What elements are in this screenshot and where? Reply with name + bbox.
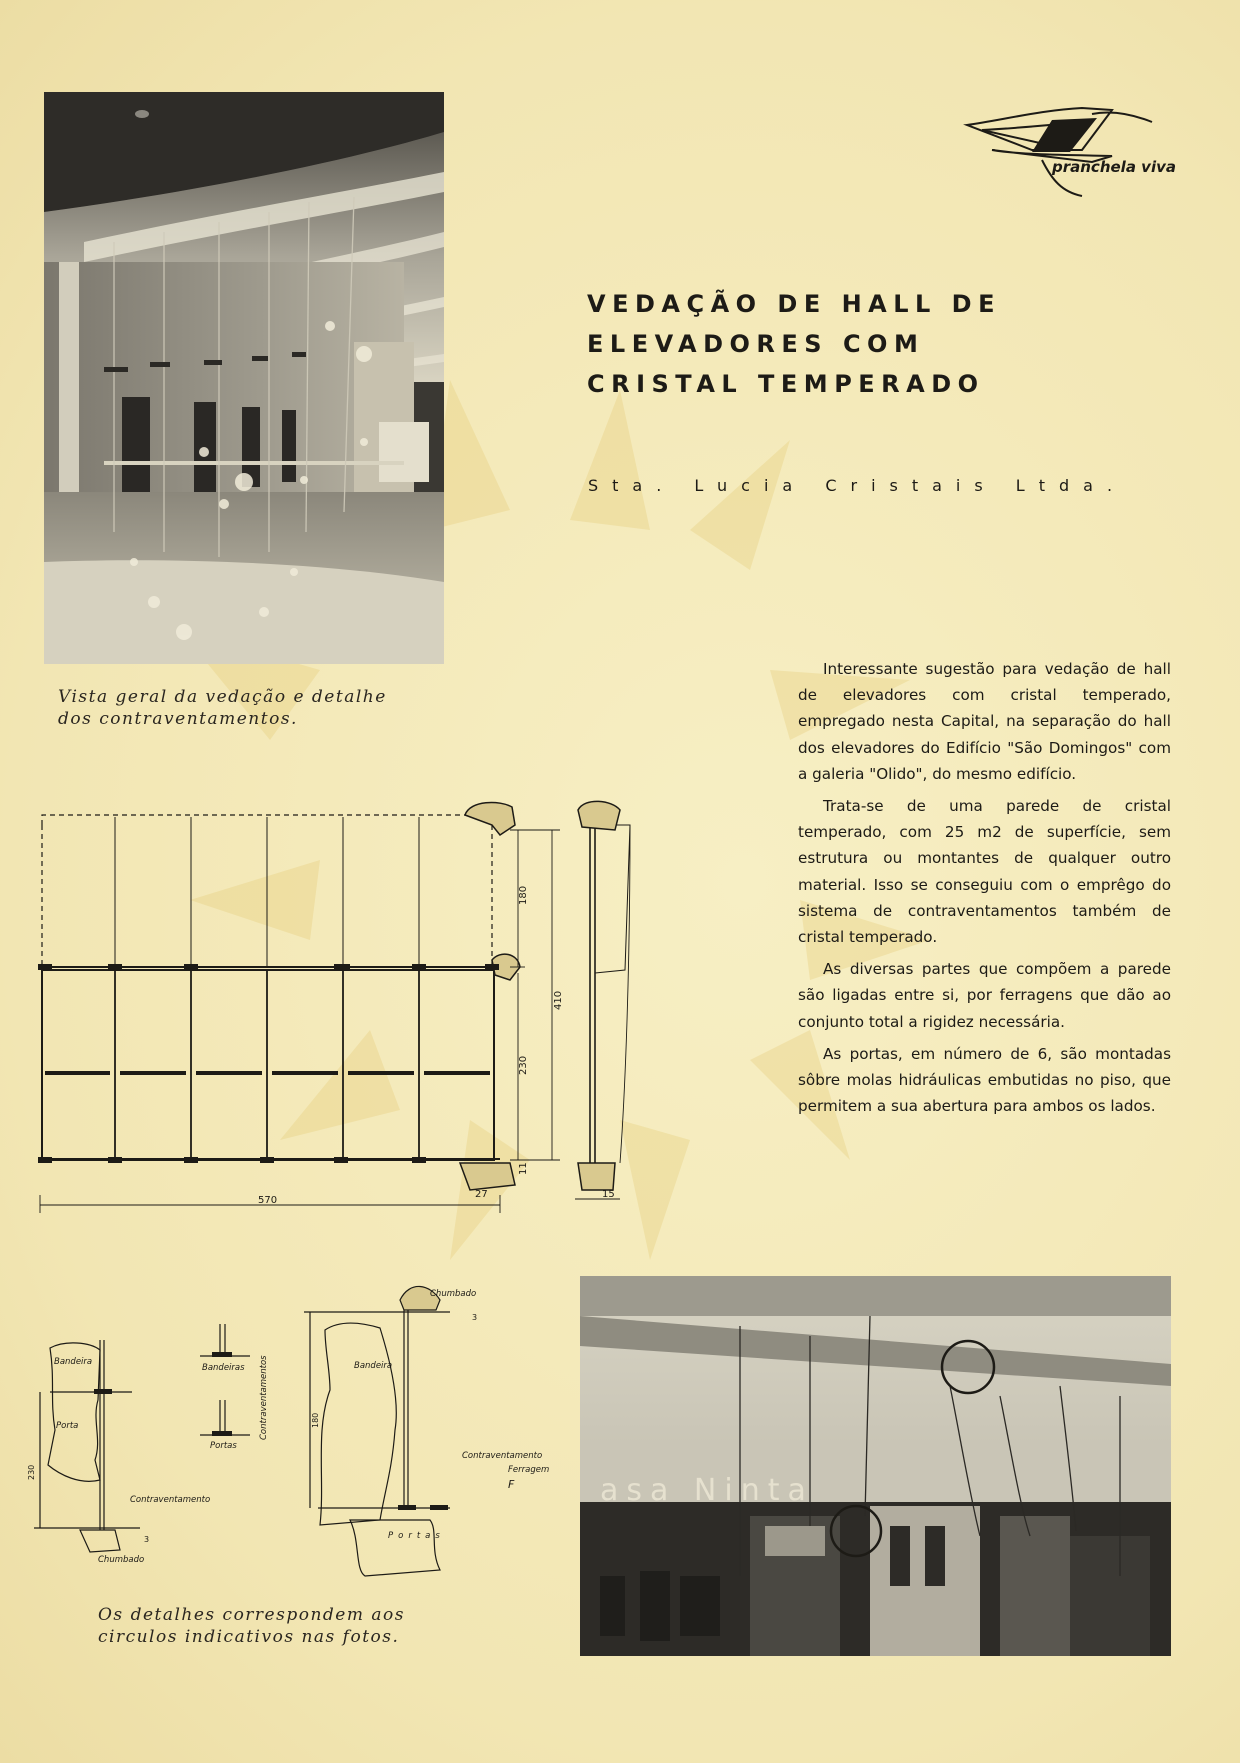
detail-label-bandeiras: Bandeiras: [202, 1363, 245, 1373]
detail-label-contraventamento-2: Contraventamento: [462, 1451, 543, 1461]
storefront-sign: asa Ninta: [600, 1473, 814, 1508]
logo-text: pranchela viva: [1052, 158, 1176, 176]
title-line-2: ELEVADORES COM: [587, 330, 925, 358]
detail-label-portas-2: Portas: [388, 1531, 445, 1541]
dim-570: 570: [258, 1195, 278, 1206]
detail-label-porta: Porta: [56, 1421, 79, 1431]
article-body: [798, 656, 1171, 1125]
detail-label-contraventamento: Contraventamento: [130, 1495, 211, 1505]
detail-dim-180: 180: [311, 1412, 320, 1428]
top-photo-caption: Vista geral da vedação e detalhe dos contraventamentos.: [58, 687, 387, 729]
title-line-1: VEDAÇÃO DE HALL DE: [587, 290, 1001, 318]
detail-label-bandeira-2: Bandeira: [354, 1361, 393, 1371]
dim-230: 230: [518, 1055, 529, 1075]
article-title: [587, 284, 1147, 404]
bottom-caption: Os detalhes correspondem aos circulos indicativos nas fotos.: [98, 1605, 405, 1647]
elevation-drawing: [30, 795, 670, 1215]
detail-dim-3a: 3: [144, 1535, 150, 1544]
detail-label-portas: Portas: [210, 1441, 237, 1451]
paragraph-4: As portas, em número de 6, são montadas sôbre molas hidráulicas embutidas no piso, que permitem a sua abertura para ambos os lados.: [798, 1044, 1171, 1116]
detail-dim-3b: 3: [472, 1313, 478, 1322]
detail-label-f: F: [508, 1478, 515, 1491]
gallery-storefront-photo: [580, 1276, 1171, 1656]
detail-label-chumbado-2: Chumbado: [430, 1289, 477, 1299]
dim-15: 15: [602, 1189, 615, 1200]
dim-410: 410: [553, 990, 564, 1010]
paragraph-1: Interessante sugestão para vedação de hall de elevadores com cristal temperado, empregado nesta Capital, na separação do hall dos elevadores do Edifício "São Domingos" com a galeria "Olido", do mesmo edifício.: [798, 660, 1171, 783]
paragraph-3: As diversas partes que compõem a parede são ligadas entre si, por ferragens que dão ao conjunto total a rigidez necessária.: [798, 960, 1171, 1031]
title-line-3: CRISTAL TEMPERADO: [587, 370, 985, 398]
detail-label-ferragem: Ferragem: [508, 1465, 550, 1475]
paragraph-2: Trata-se de uma parede de cristal temperado, com 25 m2 de superfície, sem estrutura ou montantes de qualquer outro material. Isso se conseguiu com o emprêgo do sistema de contraventamentos também de cristal temperado.: [798, 797, 1171, 947]
detail-label-chumbado: Chumbado: [98, 1555, 145, 1565]
elevator-hall-photo: [44, 92, 444, 664]
dim-180: 180: [518, 885, 529, 905]
dim-11: 11: [518, 1162, 529, 1175]
detail-label-contraventamentos: Contraventamentos: [259, 1355, 269, 1440]
detail-dim-230: 230: [27, 1464, 36, 1480]
pranchela-viva-logo-icon: [962, 100, 1182, 200]
company-name: Sta. Lucia Cristais Ltda.: [588, 476, 1127, 495]
detail-drawings: [20, 1280, 580, 1580]
dim-27: 27: [475, 1189, 488, 1200]
detail-label-bandeira: Bandeira: [54, 1357, 93, 1367]
